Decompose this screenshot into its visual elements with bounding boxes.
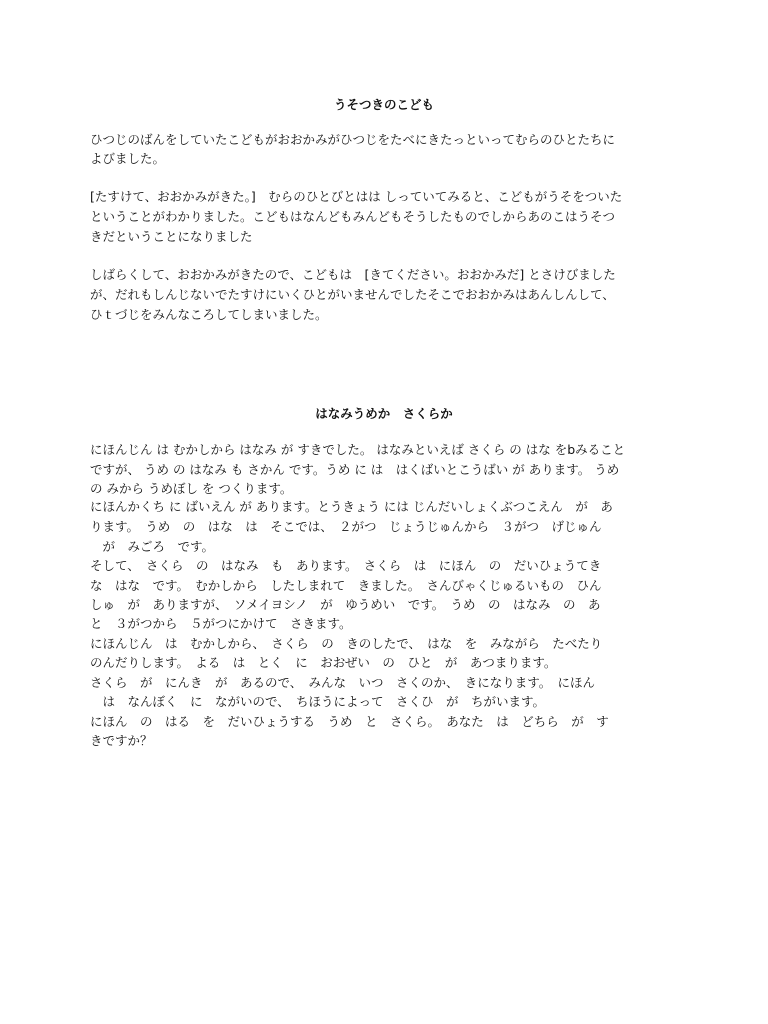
story1-line: しばらくして、おおかみがきたので、こどもは [きてください。おおかみだ] とさけびました <box>90 267 616 282</box>
story2-line: にほんかくち に ばいえん が あります。とうきょう には じんだいしょくぶつこえん が あ <box>90 499 613 514</box>
story1-line: ということがわかりました。こどもはなんどもみんどもそうしたものでしからあのこはうそつ <box>90 209 616 224</box>
story2-line: が みごろ です。 <box>90 539 215 554</box>
story2-line: と ３がつから ５がつにかけて さきます。 <box>90 616 352 631</box>
story1-line: ひつじのばんをしていたこどもがおおかみがひつじをたべにきたっといってむらのひとたちに <box>90 132 616 147</box>
story2-line: ります。 うめ の はな は そこでは、 ２がつ じょうじゅんから ３がつ げじゅん <box>90 519 602 534</box>
story2-line: そして、 さくら の はなみ も あります。 さくら は にほん の だいひょうてき <box>90 558 602 573</box>
story1-line: ひｔづじをみんなころしてしまいました。 <box>90 307 328 322</box>
story1-title: うそつきのこども <box>333 97 434 112</box>
story2-line: な はな です。 むかしから したしまれて きました。 さんびゃくじゅるいもの ひん <box>90 578 602 593</box>
story1-line: よびました。 <box>90 151 166 166</box>
story2-line: にほん の はる を だいひょうする うめ と さくら。 あなた は どちら が す <box>90 714 609 729</box>
story2-line: の みから うめぼし を つくります。 <box>90 481 293 496</box>
story2-line: しゅ が ありますが、 ソメイヨシノ が ゆうめい です。 うめ の はなみ の あ <box>90 597 601 612</box>
story2-line: ですが、 うめ の はなみ も さかん です。うめ に は はくばいとこうばい が あります。 うめ <box>90 462 620 477</box>
story2-line: のんだりします。 よる は とく に おおぜい の ひと が あつまります。 <box>90 655 557 670</box>
story2-line: にほんじん は むかしから はなみ が すきでした。 はなみといえば さくら の はな をbみること <box>90 442 626 457</box>
story2-line: きですか？ <box>90 733 153 748</box>
story2-line: は なんぼく に ながいので、 ちほうによって さくひ が ちがいます。 <box>90 694 546 709</box>
story2-line: にほんじん は むかしから、 さくら の きのしたで、 はな を みながら たべたり <box>90 636 603 651</box>
story1-line: [たすけて、おおかみがきた。] むらのひとびとはは しっていてみると、こどもがうそをついた <box>90 189 623 204</box>
story1-line: きだということになりました <box>90 229 253 244</box>
story2-line: さくら が にんき が あるので、 みんな いつ さくのか、 きになります。 にほん <box>90 675 596 690</box>
story2-title: はなみうめか さくらか <box>315 406 453 421</box>
story1-line: が、だれもしんじないでたすけにいくひとがいませんでしたそこでおおかみはあんしんして、 <box>90 287 615 302</box>
